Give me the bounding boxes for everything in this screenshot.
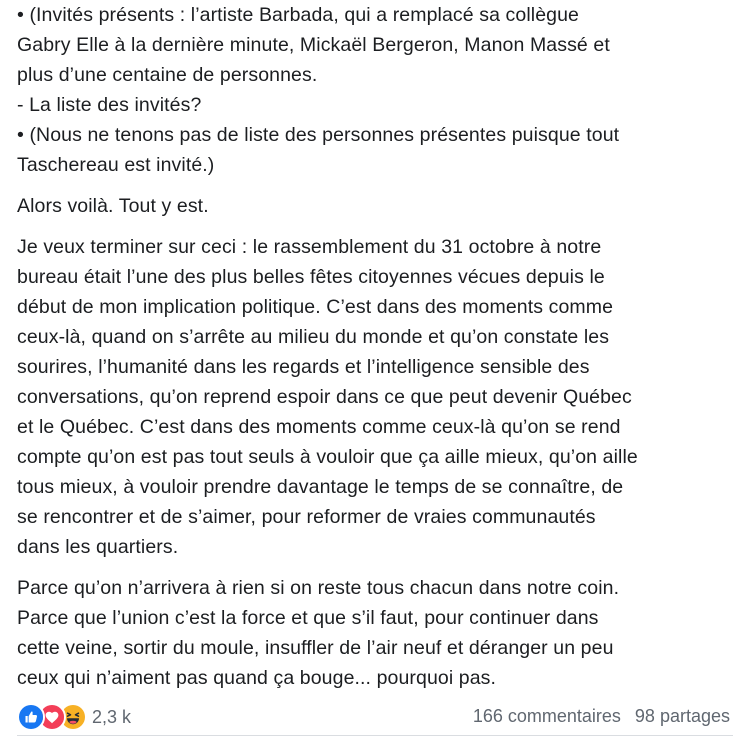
post-paragraph xyxy=(17,0,742,180)
post-line: • (Nous ne tenons pas de liste des personnes présentes puisque tout xyxy=(17,124,620,146)
shares-count-link[interactable]: 98 partages xyxy=(634,706,730,726)
post-line: compte qu’on est pas tout seuls à vouloir que ça aille mieux, qu’on aille xyxy=(17,446,638,468)
post-line: cette veine, sortir du moule, insuffler de l’air neuf et déranger un peu xyxy=(17,637,614,659)
post-line: début de mon implication politique. C’est dans des moments comme xyxy=(17,296,614,318)
post-line: Je veux terminer sur ceci : le rassemblement du 31 octobre à notre xyxy=(17,236,602,258)
reactions-summary[interactable] xyxy=(17,704,131,730)
reaction-count: 2,3 k xyxy=(92,706,132,727)
post-footer xyxy=(0,700,750,736)
like-icon xyxy=(17,703,45,731)
post-paragraph xyxy=(17,232,742,562)
post-line: ceux qui n’aiment pas quand ça bouge... pourquoi pas. xyxy=(17,667,497,689)
post-paragraph xyxy=(17,191,742,221)
post-line: Parce qu’on n’arrivera à rien si on reste tous chacun dans notre coin. xyxy=(17,577,620,599)
post-line: Taschereau est invité.) xyxy=(17,154,215,176)
post-line: bureau était l’une des plus belles fêtes citoyennes vécues depuis le xyxy=(17,266,605,288)
post-line: dans les quartiers. xyxy=(17,536,179,558)
post-paragraph xyxy=(17,573,742,693)
post-line: plus d’une centaine de personnes. xyxy=(17,64,318,86)
post-line: Gabry Elle à la dernière minute, Mickaël Bergeron, Manon Massé et xyxy=(17,34,610,56)
footer-divider xyxy=(17,735,733,736)
post-line: conversations, qu’on reprend espoir dans ce que peut devenir Québec xyxy=(17,386,632,408)
post-line: et le Québec. C’est dans des moments comme ceux-là qu’on se rend xyxy=(17,416,621,438)
post-line: • (Invités présents : l’artiste Barbada, qui a remplacé sa collègue xyxy=(17,4,579,26)
post-line: tous mieux, à vouloir prendre davantage le temps de se connaître, de xyxy=(17,476,624,498)
post-stats xyxy=(473,706,730,727)
post-line: Alors voilà. Tout y est. xyxy=(17,195,209,217)
post-body xyxy=(17,0,742,693)
post-line: Parce que l’union c’est la force et que s’il faut, pour continuer dans xyxy=(17,607,599,629)
post-line: se rencontrer et de s’aimer, pour reformer de vraies communautés xyxy=(17,506,596,528)
post-line: sourires, l’humanité dans les regards et l’intelligence sensible des xyxy=(17,356,590,378)
comments-count-link[interactable]: 166 commentaires xyxy=(472,706,621,726)
post-line: - La liste des invités? xyxy=(17,94,202,116)
post-line: ceux-là, quand on s’arrête au milieu du monde et qu’on constate les xyxy=(17,326,610,348)
